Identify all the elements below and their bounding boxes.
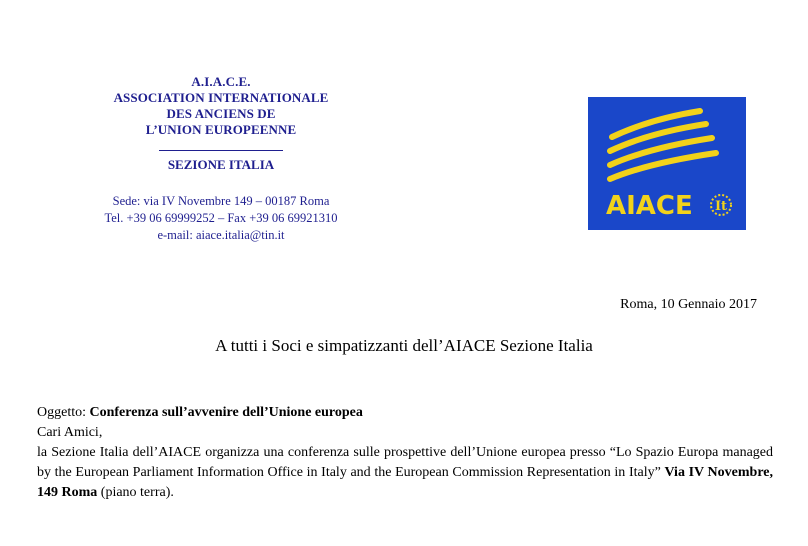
venue-note: (piano terra). (97, 485, 174, 500)
venue-address: Via IV Novembre, 149 Roma (37, 465, 773, 500)
subject-text: Conferenza sull’avvenire dell’Unione europea (89, 405, 363, 420)
email-line: e-mail: aiace.italia@tin.it (157, 228, 285, 242)
letter-body (37, 403, 773, 503)
letter-date: Roma, 10 Gennaio 2017 (620, 297, 757, 312)
org-acronym: A.I.A.C.E. (191, 74, 251, 89)
logo-stripes (610, 111, 716, 179)
org-name-line-1: ASSOCIATION INTERNATIONALE (113, 90, 329, 105)
letterhead (80, 74, 362, 244)
addressee-heading: A tutti i Soci e simpatizzanti dell’AIACE Sezione Italia (215, 336, 593, 355)
subject-line (37, 403, 773, 423)
greeting: Cari Amici, (37, 425, 103, 440)
address-line: Sede: via IV Novembre 149 – 00187 Roma (112, 194, 330, 208)
body-paragraph (37, 443, 773, 503)
italy-badge-icon (711, 195, 731, 215)
phone-fax-line: Tel. +39 06 69999252 – Fax +39 06 69921310 (104, 211, 338, 225)
divider (159, 150, 283, 151)
badge-text: It (714, 199, 728, 214)
section-name: SEZIONE ITALIA (167, 157, 275, 172)
org-name-line-3: L’UNION EUROPEENNE (145, 122, 297, 137)
aiace-logo-graphic (588, 97, 746, 230)
org-name-line-2: DES ANCIENS DE (166, 106, 276, 121)
paragraph-intro: la Sezione Italia dell’AIACE organizza una conferenza sulle prospettive dell’Unione europea presso “Lo Spazio Europa managed by the European Parliament Information Office in Italy and the European Commission Representation in Italy” (37, 445, 773, 480)
aiace-logo (588, 97, 746, 230)
logo-text: AIACE (606, 191, 693, 221)
subject-label: Oggetto: (37, 405, 90, 420)
contact-info (80, 193, 362, 244)
